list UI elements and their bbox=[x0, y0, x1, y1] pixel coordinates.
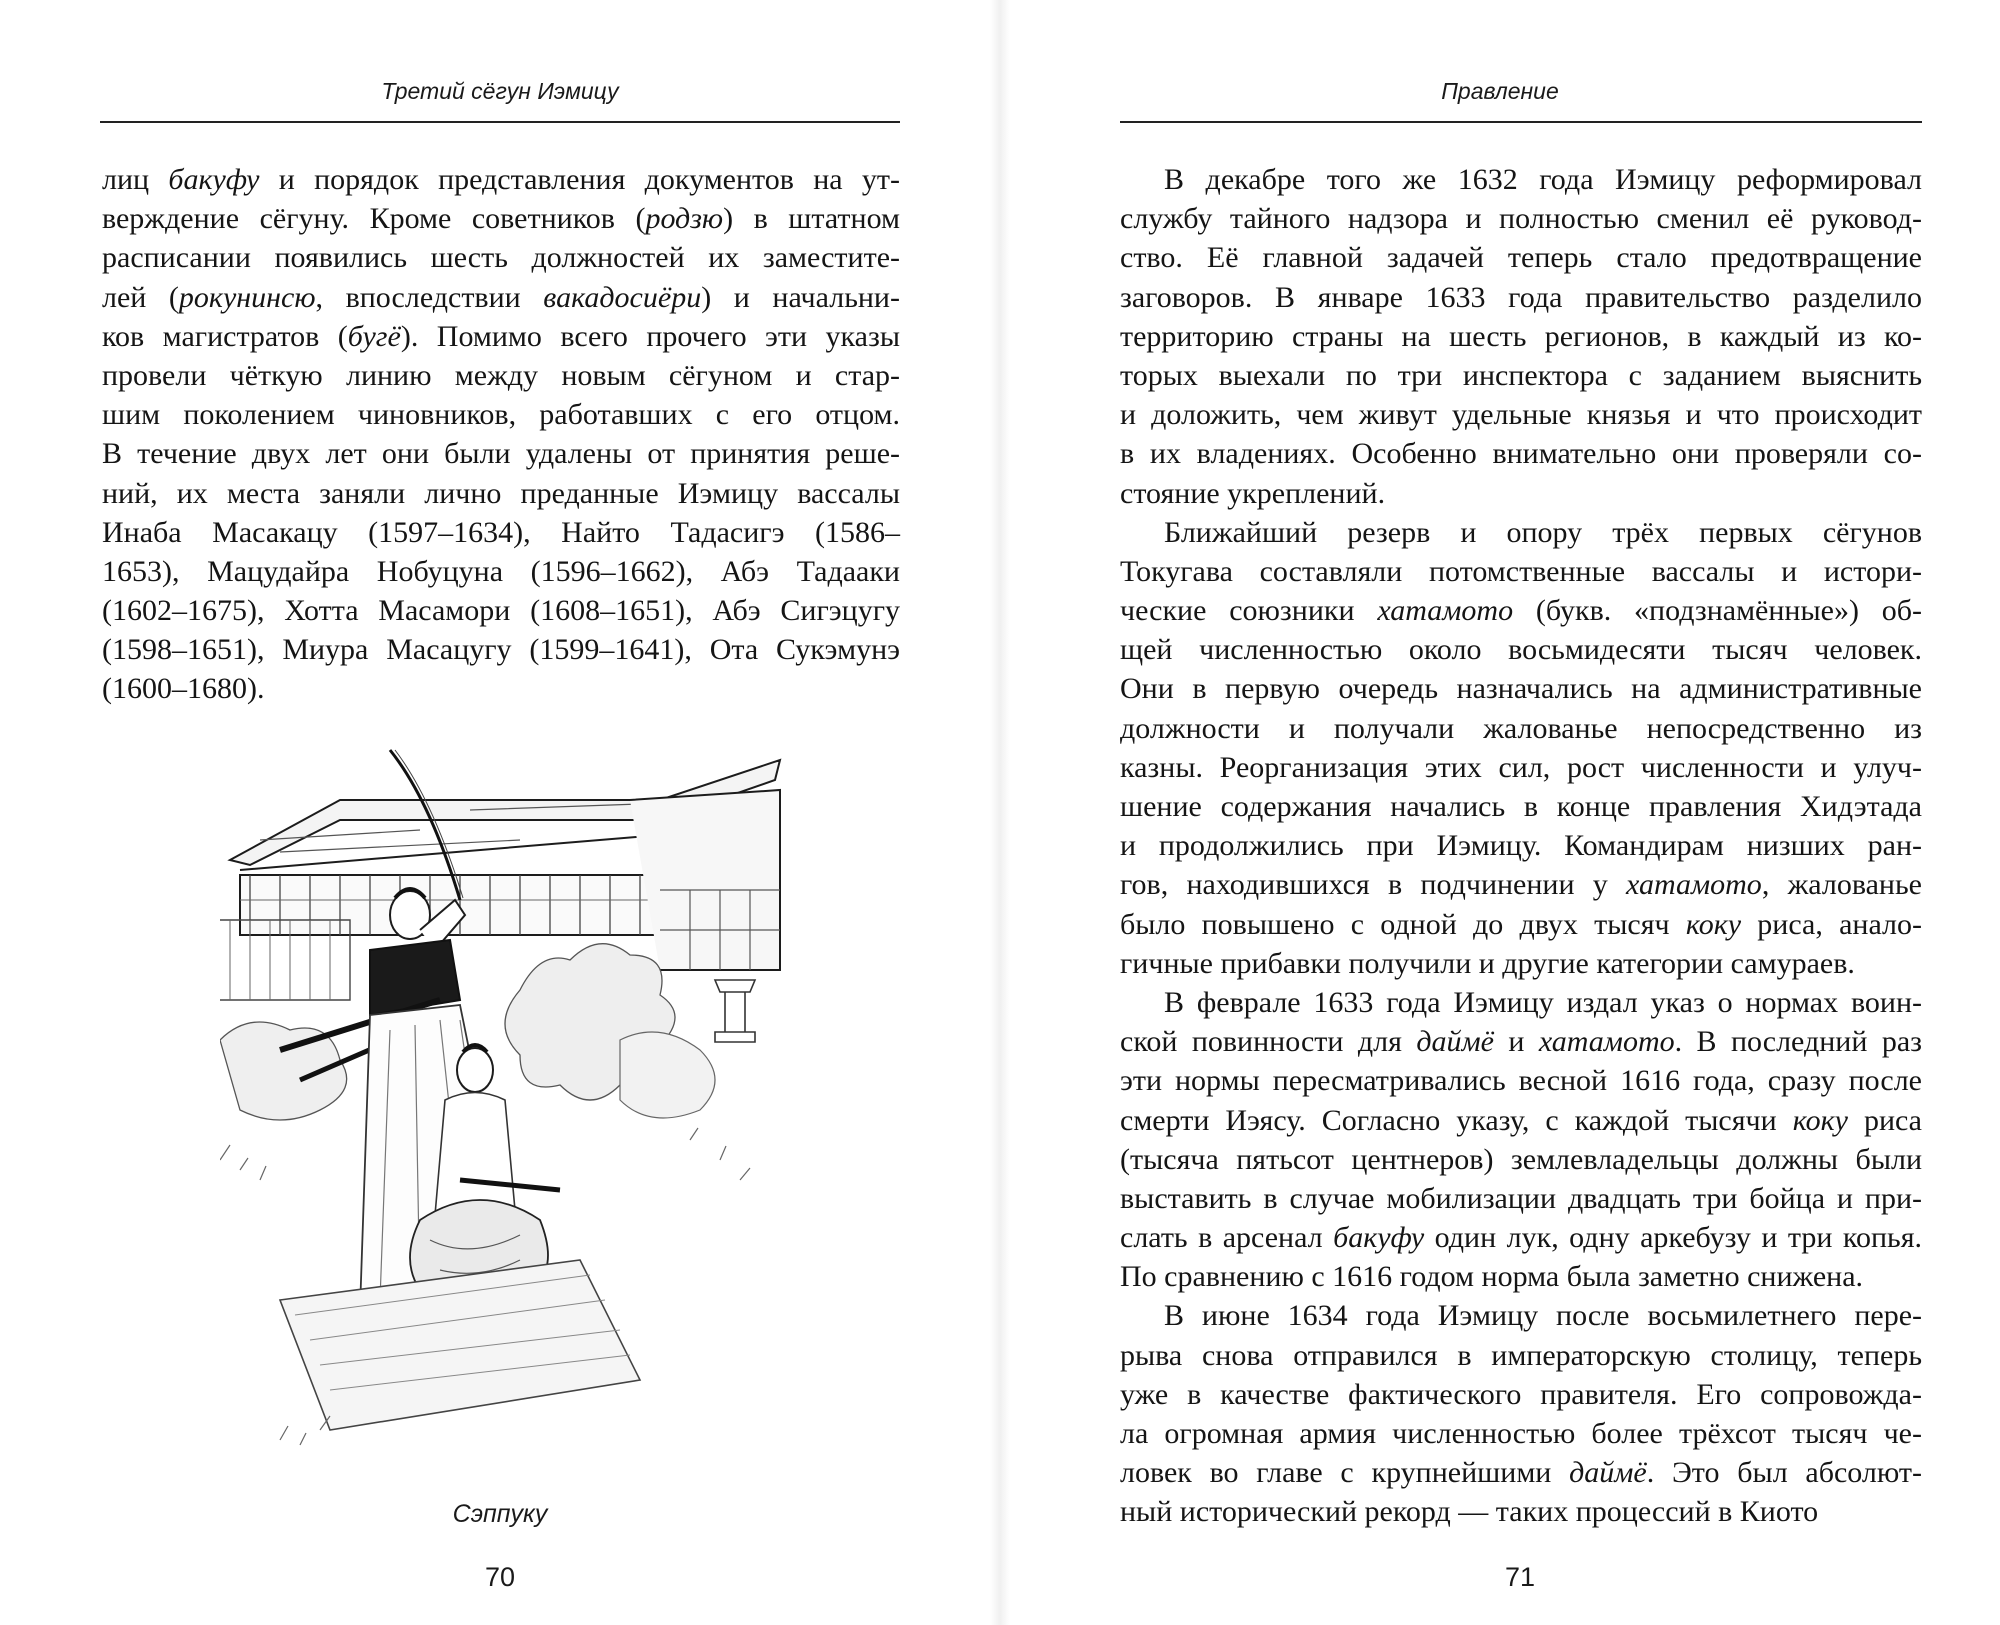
italic-term: хатамото bbox=[1626, 868, 1762, 902]
text-line bbox=[102, 552, 900, 591]
text-run: ный исторический рекорд — таких процессий в Киото bbox=[1120, 1495, 1819, 1529]
text-line bbox=[102, 199, 900, 238]
text-line bbox=[1120, 1179, 1922, 1218]
right-header-rule bbox=[1120, 121, 1922, 123]
text-run: В декабре того же 1632 года Иэмицу реформировал bbox=[1164, 163, 1922, 196]
text-run: 1653), Мацудайра Нобуцуна (1596–1662), Абэ Тадааки bbox=[102, 554, 900, 588]
right-running-head: Правление bbox=[1441, 78, 1559, 104]
text-run: риса bbox=[1847, 1103, 1922, 1137]
text-run: провели чёткую линию между новым сёгуном и стар- bbox=[102, 358, 900, 392]
text-line bbox=[102, 238, 900, 277]
text-run: гичные прибавки получили и другие категории самураев. bbox=[1120, 946, 1855, 980]
text-run: ческие союзники bbox=[1120, 594, 1378, 628]
text-run: шение содержания начались в конце правления Хидэтада bbox=[1120, 790, 1922, 823]
italic-term: бакуфу bbox=[168, 163, 260, 196]
text-line bbox=[1120, 1453, 1922, 1492]
text-run: один лук, одну аркебузу и три копья. bbox=[1424, 1221, 1922, 1255]
text-line bbox=[1120, 591, 1922, 630]
text-line bbox=[1120, 1296, 1922, 1335]
italic-term: бугё bbox=[347, 319, 401, 353]
text-line bbox=[1120, 1140, 1922, 1179]
text-run: службу тайного надзора и полностью сменил её руковод- bbox=[1120, 202, 1922, 236]
text-run: (1600–1680). bbox=[102, 672, 265, 706]
text-run: выставить в случае мобилизации двадцать три бойца и при- bbox=[1120, 1181, 1922, 1215]
text-line bbox=[1120, 238, 1922, 277]
text-run: щей численностью около восьмидесяти тысяч человек. bbox=[1120, 633, 1922, 667]
text-run: , впоследствии bbox=[315, 280, 544, 314]
text-run: слать в арсенал bbox=[1120, 1221, 1334, 1255]
text-run: риса, анало- bbox=[1741, 907, 1923, 941]
text-run: лиц bbox=[102, 163, 169, 196]
italic-term: вакадосиёри bbox=[543, 280, 702, 314]
text-line bbox=[1120, 356, 1922, 395]
right-page bbox=[1000, 0, 2000, 1625]
italic-term: коку bbox=[1685, 907, 1742, 941]
seppuku-illustration bbox=[220, 740, 800, 1460]
text-line bbox=[1120, 1218, 1922, 1257]
text-run: и порядок представления документов на ут- bbox=[259, 163, 900, 196]
text-line bbox=[1120, 944, 1922, 983]
italic-term: хатамото bbox=[1538, 1025, 1675, 1059]
text-run: гов, находившихся в подчинении у bbox=[1120, 868, 1627, 902]
text-run: казны. Реорганизация этих сил, рост численности и улуч- bbox=[1120, 750, 1922, 784]
text-line bbox=[1120, 474, 1922, 513]
text-run: расписании появились шесть должностей их заместите- bbox=[102, 241, 900, 275]
text-run: Они в первую очередь назначались на административные bbox=[1120, 672, 1922, 706]
text-run: смерти Иэясу. Согласно указу, с каждой тысячи bbox=[1120, 1103, 1793, 1137]
text-line bbox=[1120, 983, 1922, 1022]
text-run: . Это был абсолют- bbox=[1646, 1456, 1922, 1490]
text-line bbox=[102, 317, 900, 356]
italic-term: коку bbox=[1792, 1103, 1848, 1137]
text-run: и доложить, чем живут удельные князья и что происходит bbox=[1120, 398, 1922, 432]
text-line bbox=[102, 356, 900, 395]
text-run: ловек во главе с крупнейшими bbox=[1120, 1456, 1570, 1490]
text-line bbox=[102, 434, 900, 473]
text-line bbox=[1120, 630, 1922, 669]
text-line bbox=[1120, 1375, 1922, 1414]
text-line bbox=[102, 591, 900, 630]
text-run: в их владениях. Особенно внимательно они проверяли со- bbox=[1120, 437, 1922, 471]
text-run: лей ( bbox=[102, 280, 179, 314]
text-run: ний, их места заняли лично преданные Иэмицу вассалы bbox=[102, 476, 900, 510]
text-run: В течение двух лет они были удалены от принятия реше- bbox=[102, 437, 900, 471]
text-run: и bbox=[1493, 1025, 1539, 1059]
page-number-right: 71 bbox=[1504, 1562, 1536, 1592]
italic-term: хатамото bbox=[1377, 594, 1514, 628]
italic-term: бакуфу bbox=[1333, 1221, 1425, 1255]
text-line bbox=[1120, 160, 1922, 199]
text-run: Инаба Масакацу (1597–1634), Найто Тадасигэ (1586– bbox=[102, 515, 900, 549]
text-run: (тысяча пятьсот центнеров) землевладельцы должны были bbox=[1120, 1142, 1922, 1176]
text-line bbox=[1120, 395, 1922, 434]
text-run: ков магистратов ( bbox=[102, 319, 348, 353]
text-line bbox=[1120, 826, 1922, 865]
text-run: заговоров. В январе 1633 года правительство разделило bbox=[1120, 280, 1922, 314]
text-run: , жалованье bbox=[1761, 868, 1922, 902]
text-line bbox=[1120, 1022, 1922, 1061]
text-run: (1602–1675), Хотта Масамори (1608–1651), Абэ Сигэцугу bbox=[102, 594, 900, 628]
text-line bbox=[1120, 709, 1922, 748]
text-line bbox=[1120, 905, 1922, 944]
text-line bbox=[1120, 434, 1922, 473]
text-run: (1598–1651), Миура Масацугу (1599–1641), Ота Сукэмунэ bbox=[102, 633, 900, 667]
text-run: рыва снова отправился в императорскую столицу, теперь bbox=[1120, 1338, 1922, 1372]
left-running-head: Третий сёгун Иэмицу bbox=[381, 78, 619, 104]
text-line bbox=[1120, 1414, 1922, 1453]
text-run: ской повинности для bbox=[1120, 1025, 1417, 1059]
text-line bbox=[1120, 748, 1922, 787]
italic-term: даймё bbox=[1569, 1456, 1647, 1490]
text-run: ) в штатном bbox=[723, 202, 900, 236]
text-line bbox=[102, 160, 900, 199]
text-line bbox=[1120, 1061, 1922, 1100]
text-line bbox=[1120, 1257, 1922, 1296]
right-body-text bbox=[1120, 160, 1922, 1532]
text-line bbox=[1120, 199, 1922, 238]
text-run: шим поколением чиновников, работавших с его отцом. bbox=[102, 398, 900, 432]
text-run: торых выехали по три инспектора с заданием выяснить bbox=[1120, 358, 1922, 392]
text-line bbox=[1120, 787, 1922, 826]
italic-term: даймё bbox=[1416, 1025, 1494, 1059]
page-number-left: 70 bbox=[484, 1562, 516, 1592]
text-run: было повышено с одной до двух тысяч bbox=[1120, 907, 1686, 941]
text-run: ла огромная армия численностью более трёхсот тысяч че- bbox=[1120, 1417, 1922, 1450]
text-line bbox=[102, 630, 900, 669]
left-header-rule bbox=[100, 121, 900, 123]
text-run: Токугава составляли потомственные вассалы и истори- bbox=[1120, 554, 1922, 588]
text-run: территорию страны на шесть регионов, в каждый из ко- bbox=[1120, 319, 1922, 353]
text-line bbox=[102, 278, 900, 317]
text-line bbox=[1120, 669, 1922, 708]
text-line bbox=[102, 474, 900, 513]
text-run: и продолжились при Иэмицу. Командирам низших ран- bbox=[1120, 829, 1922, 863]
text-run: По сравнению с 1616 годом норма была заметно снижена. bbox=[1120, 1260, 1864, 1294]
text-run: В июне 1634 года Иэмицу после восьмилетнего пере- bbox=[1164, 1299, 1922, 1333]
text-run: ) и начальни- bbox=[701, 280, 900, 314]
italic-term: рокунинсю bbox=[178, 280, 316, 314]
text-run: верждение сёгуну. Кроме советников ( bbox=[102, 202, 646, 236]
text-run: ). Помимо всего прочего эти указы bbox=[400, 319, 901, 353]
text-line bbox=[1120, 1492, 1922, 1531]
text-line bbox=[1120, 513, 1922, 552]
text-line bbox=[1120, 1101, 1922, 1140]
text-run: должности и получали жалованье непосредственно из bbox=[1120, 711, 1922, 745]
text-run: (букв. «подзнамённые») об- bbox=[1513, 594, 1922, 628]
italic-term: родзю bbox=[645, 202, 724, 236]
text-run: стояние укреплений. bbox=[1120, 476, 1386, 510]
text-line bbox=[1120, 552, 1922, 591]
text-run: . В последний раз bbox=[1674, 1025, 1922, 1059]
text-line bbox=[102, 395, 900, 434]
text-line bbox=[102, 669, 900, 708]
text-run: эти нормы пересматривались весной 1616 года, сразу после bbox=[1120, 1064, 1922, 1098]
text-run: В феврале 1633 года Иэмицу издал указ о нормах воин- bbox=[1164, 985, 1922, 1019]
left-body-text bbox=[102, 160, 900, 709]
text-run: уже в качестве фактического правителя. Его сопровожда- bbox=[1120, 1377, 1922, 1411]
text-line bbox=[1120, 1336, 1922, 1375]
text-run: ство. Её главной задачей теперь стало предотвращение bbox=[1120, 241, 1922, 275]
text-line bbox=[1120, 865, 1922, 904]
text-line bbox=[102, 513, 900, 552]
text-line bbox=[1120, 317, 1922, 356]
text-run: Ближайший резерв и опору трёх первых сёгунов bbox=[1164, 515, 1922, 549]
figure-caption: Сэппуку bbox=[452, 1500, 548, 1528]
text-line bbox=[1120, 278, 1922, 317]
